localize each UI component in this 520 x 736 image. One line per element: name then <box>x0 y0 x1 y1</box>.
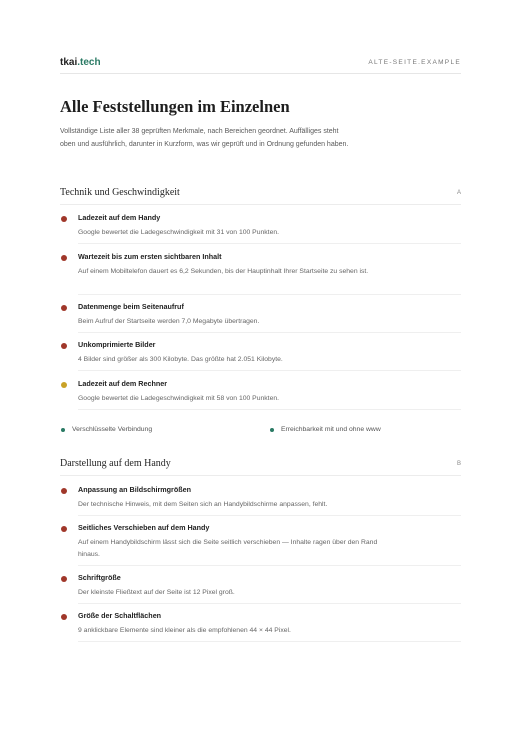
divider <box>78 243 461 244</box>
passed-checks <box>60 424 461 436</box>
finding-item <box>60 485 461 516</box>
section-header-darstellung <box>60 454 461 476</box>
passed-item <box>269 424 381 436</box>
divider <box>78 332 461 333</box>
brand-name: tkai <box>60 57 78 68</box>
ok-status-dot-icon <box>270 428 274 432</box>
finding-item <box>60 340 461 371</box>
page-intro: Vollständige Liste aller 38 geprüften Merkmale, nach Bereichen geordnet. Auffälliges steht oben und ausführlich, darunter in Kurzform, was wir geprüft und in Ordnung gefunden haben. <box>60 128 349 148</box>
finding-title: Seitliches Verschieben auf dem Handy <box>78 523 210 532</box>
critical-status-dot-icon <box>61 305 67 311</box>
section-letter: B <box>456 461 461 467</box>
finding-description: Auf einem Handybildschirm lässt sich die Seite seitlich verschieben — Inhalte ragen über den Rand hinaus. <box>78 539 378 558</box>
finding-item <box>60 523 461 566</box>
divider <box>78 565 461 566</box>
critical-status-dot-icon <box>61 216 67 222</box>
passed-item <box>60 424 152 436</box>
report-page <box>60 0 461 634</box>
page-title: Alle Feststellungen im Einzelnen <box>60 97 290 116</box>
section-title: Technik und Geschwindigkeit <box>60 187 180 198</box>
finding-item <box>60 213 461 244</box>
critical-status-dot-icon <box>61 255 67 261</box>
passed-label: Verschlüsselte Verbindung <box>72 426 153 433</box>
finding-description: Der kleinste Fließtext auf der Seite ist 12 Pixel groß. <box>78 589 235 596</box>
finding-description: Auf einem Mobiltelefon dauert es 6,2 Sekunden, bis der Hauptinhalt Ihrer Startseite zu sehen ist. <box>78 268 369 275</box>
critical-status-dot-icon <box>61 576 67 582</box>
finding-description: Google bewertet die Ladegeschwindigkeit mit 58 von 100 Punkten. <box>78 395 280 402</box>
finding-title: Wartezeit bis zum ersten sichtbaren Inhalt <box>78 252 222 261</box>
critical-status-dot-icon <box>61 526 67 532</box>
finding-description: Der technische Hinweis, mit dem Seiten sich an Handybildschirme anpassen, fehlt. <box>78 501 328 508</box>
finding-title: Schriftgröße <box>78 573 121 582</box>
finding-description: 4 Bilder sind größer als 300 Kilobyte. Das größte hat 2.051 Kilobyte. <box>78 356 283 363</box>
finding-title: Ladezeit auf dem Rechner <box>78 379 168 388</box>
finding-title: Datenmenge beim Seitenaufruf <box>78 302 184 311</box>
critical-status-dot-icon <box>61 343 67 349</box>
divider <box>78 294 461 295</box>
divider <box>78 409 461 410</box>
warning-status-dot-icon <box>61 382 67 388</box>
divider <box>78 370 461 371</box>
ok-status-dot-icon <box>61 428 65 432</box>
divider <box>78 603 461 604</box>
finding-description: Beim Aufruf der Startseite werden 7,0 Megabyte übertragen. <box>78 318 260 325</box>
section-header-technik <box>60 183 461 205</box>
critical-status-dot-icon <box>61 488 67 494</box>
finding-item <box>60 379 461 410</box>
brand-tld: .tech <box>77 57 101 68</box>
finding-title: Unkomprimierte Bilder <box>78 340 156 349</box>
finding-item <box>60 302 461 333</box>
top-bar <box>60 0 461 74</box>
finding-item <box>60 611 461 642</box>
finding-title: Größe der Schaltflächen <box>78 611 162 620</box>
section-title: Darstellung auf dem Handy <box>60 458 171 469</box>
divider <box>78 515 461 516</box>
finding-item <box>60 252 461 295</box>
critical-status-dot-icon <box>61 614 67 620</box>
finding-title: Ladezeit auf dem Handy <box>78 213 161 222</box>
section-letter: A <box>456 190 461 196</box>
site-domain: ALTE-SEITE.EXAMPLE <box>368 59 461 66</box>
finding-item <box>60 573 461 604</box>
finding-description: Google bewertet die Ladegeschwindigkeit mit 31 von 100 Punkten. <box>78 229 280 236</box>
brand-logo[interactable] <box>60 57 101 69</box>
finding-description: 9 anklickbare Elemente sind kleiner als die empfohlenen 44 × 44 Pixel. <box>78 627 291 634</box>
passed-label: Erreichbarkeit mit und ohne www <box>281 426 381 433</box>
divider <box>78 641 461 642</box>
finding-title: Anpassung an Bildschirmgrößen <box>78 485 192 494</box>
